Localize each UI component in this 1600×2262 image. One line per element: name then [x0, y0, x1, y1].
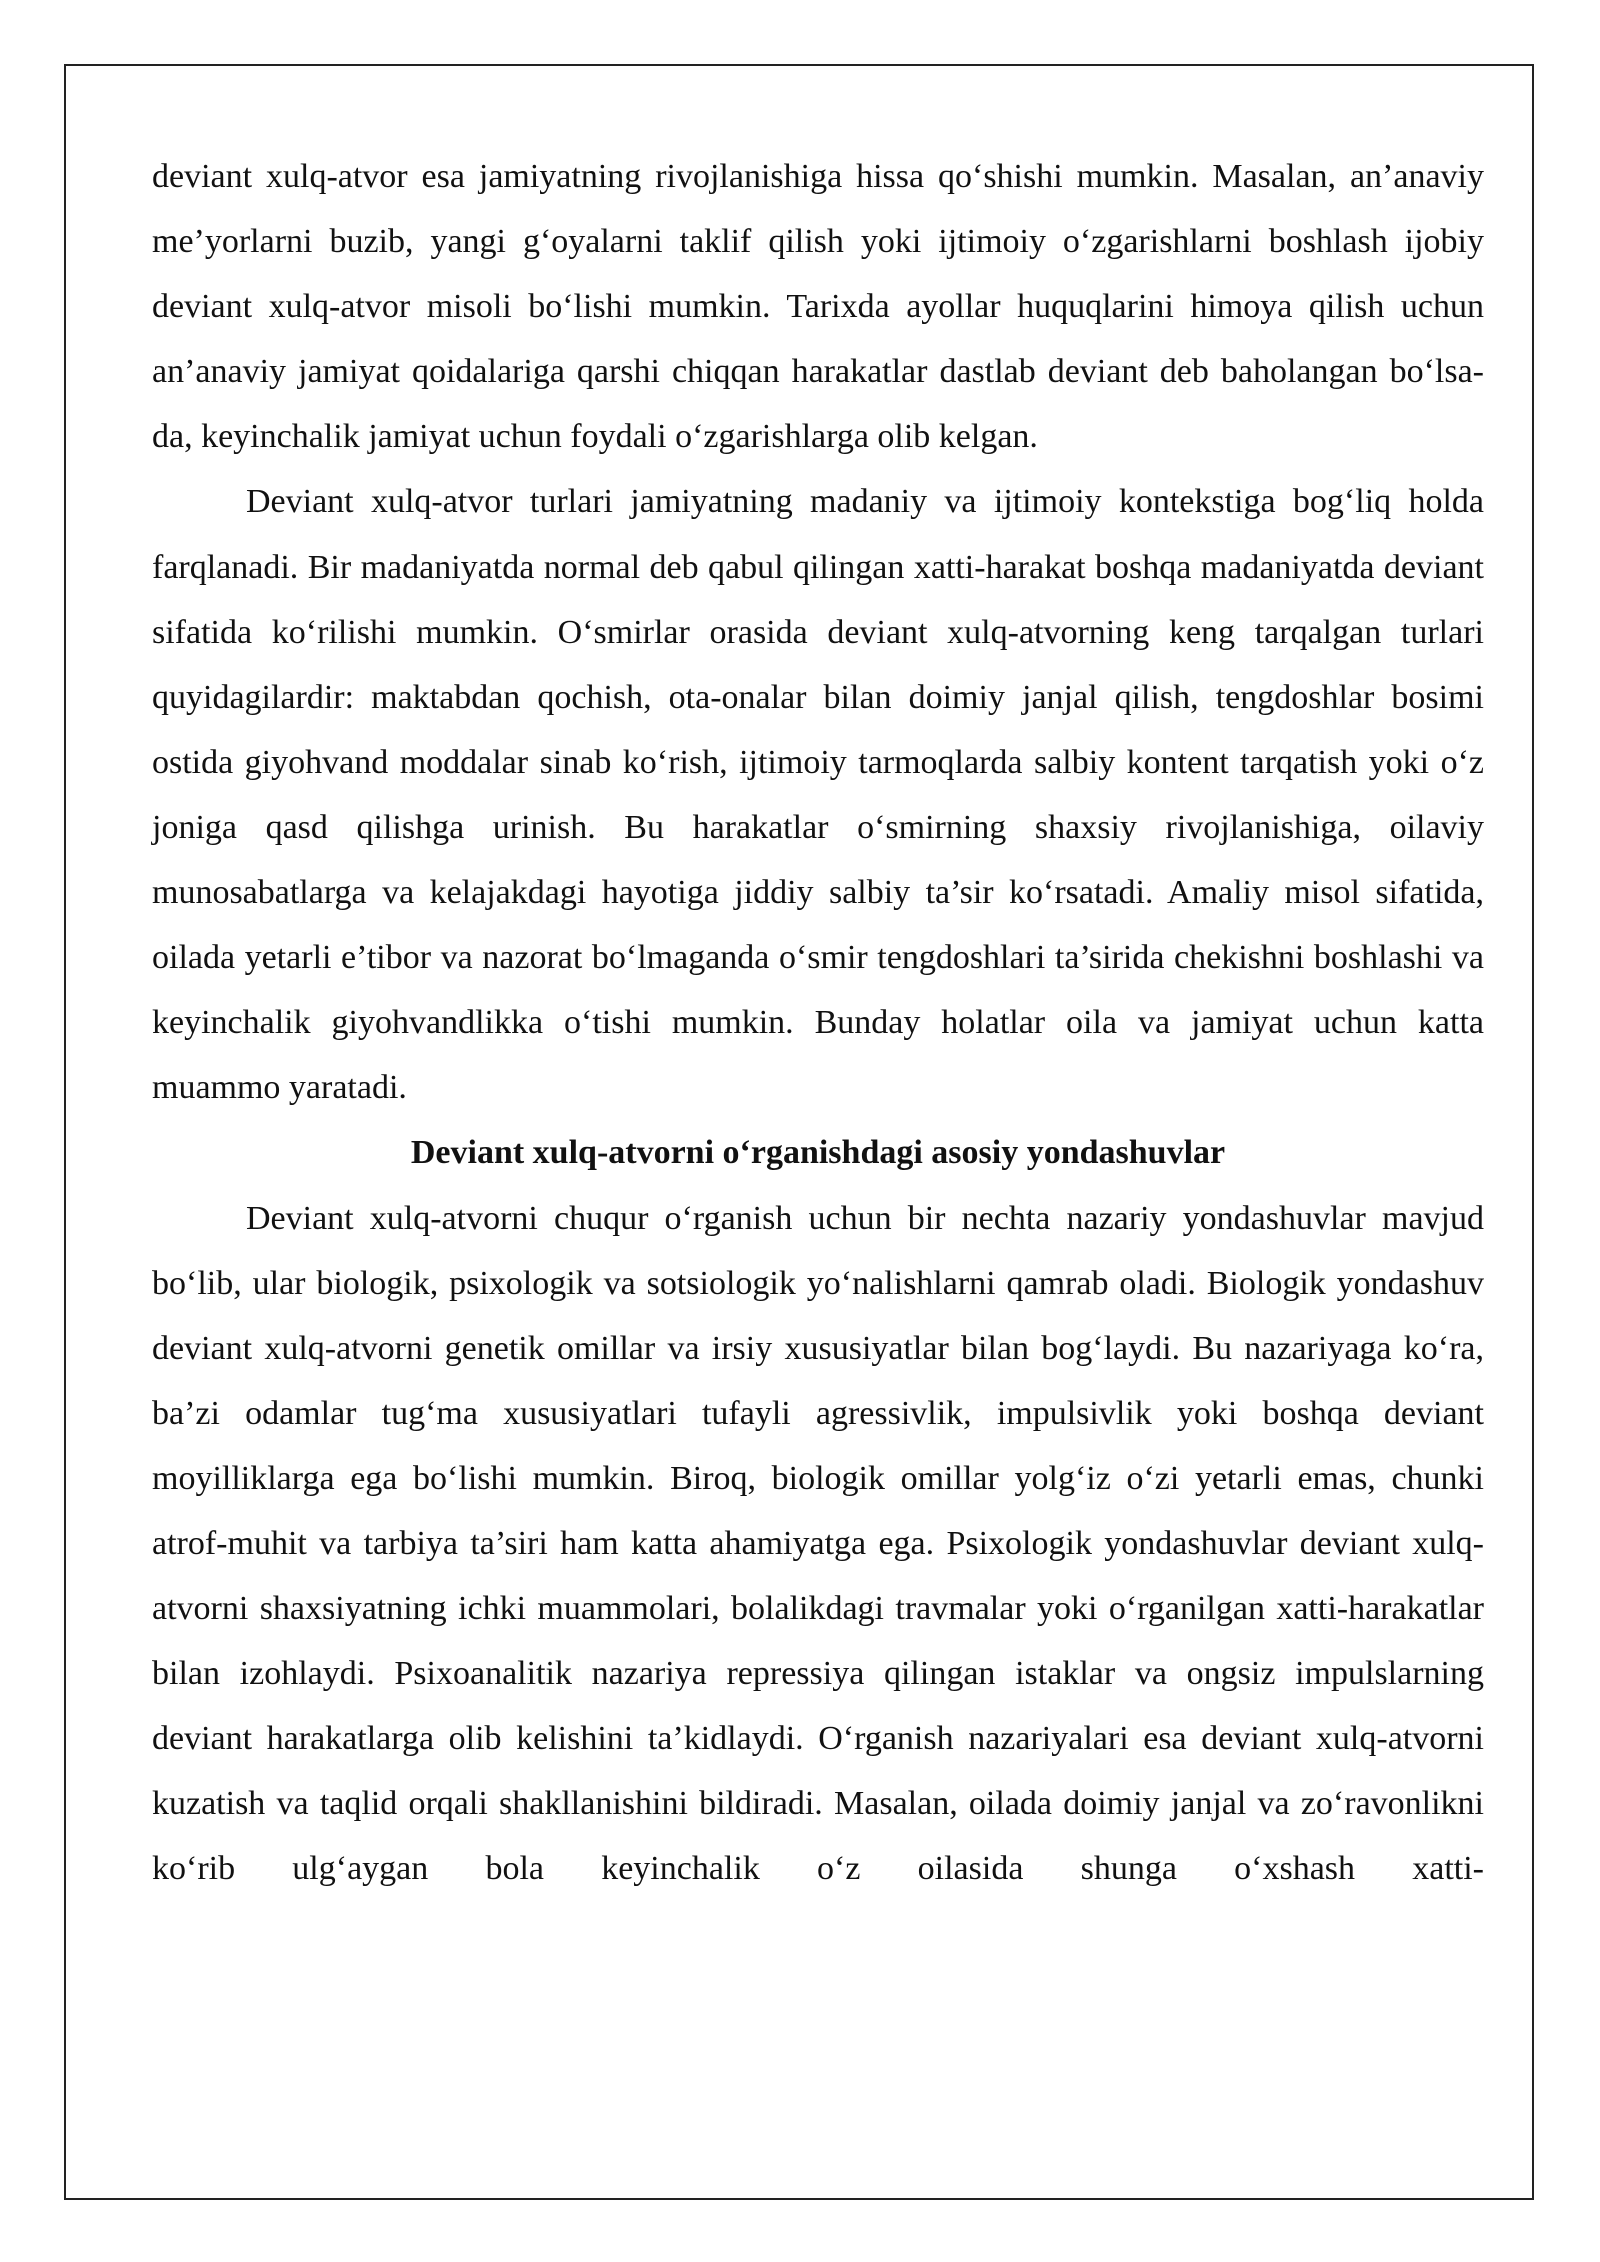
page-body	[152, 144, 1484, 1902]
paragraph-deviance-types: Deviant xulq-atvor turlari jamiyatning madaniy va ijtimoiy kontekstiga bog‘liq holda farqlanadi. Bir madaniyatda normal deb qabul qilingan xatti-harakat boshqa madaniyatda deviant sifatida ko‘rilishi mumkin. O‘smirlar orasida deviant xulq-atvorning keng tarqalgan turlari quyidagilardir: maktabdan qochish, ota-onalar bilan doimiy janjal qilish, tengdoshlar bosimi ostida giyohvand moddalar sinab ko‘rish, ijtimoiy tarmoqlarda salbiy kontent tarqatish yoki o‘z joniga qasd qilishga urinish. Bu harakatlar o‘smirning shaxsiy rivojlanishiga, oilaviy munosabatlarga va kelajakdagi hayotiga jiddiy salbiy ta’sir ko‘rsatadi. Amaliy misol sifatida, oilada yetarli e’tibor va nazorat bo‘lmaganda o‘smir tengdoshlari ta’sirida chekishni boshlashi va keyinchalik giyohvandlikka o‘tishi mumkin. Bunday holatlar oila va jamiyat uchun katta muammo yaratadi.	[152, 483, 1484, 1107]
section-heading: Deviant xulq-atvorni o‘rganishdagi asosiy yondashuvlar	[410, 1134, 1226, 1172]
paragraph-positive-deviance: deviant xulq-atvor esa jamiyatning rivojlanishiga hissa qo‘shishi mumkin. Masalan, an’anaviy me’yorlarni buzib, yangi g‘oyalarni taklif qilish yoki ijtimoiy o‘zgarishlarni boshlash ijobiy deviant xulq-atvor misoli bo‘lishi mumkin. Tarixda ayollar huquqlarini himoya qilish uchun an’anaviy jamiyat qoidalariga qarshi chiqqan harakatlar dastlab deviant deb baholangan bo‘lsa-da, keyinchalik jamiyat uchun foydali o‘zgarishlarga olib kelgan.	[152, 158, 1484, 456]
paragraph-approaches: Deviant xulq-atvorni chuqur o‘rganish uchun bir nechta nazariy yondashuvlar mavjud bo‘lib, ular biologik, psixologik va sotsiologik yo‘nalishlarni qamrab oladi. Biologik yondashuv deviant xulq-atvorni genetik omillar va irsiy xususiyatlar bilan bog‘laydi. Bu nazariyaga ko‘ra, ba’zi odamlar tug‘ma xususiyatlari tufayli agressivlik, impulsivlik yoki boshqa deviant moyilliklarga ega bo‘lishi mumkin. Biroq, biologik omillar yolg‘iz o‘zi yetarli emas, chunki atrof-muhit va tarbiya ta’siri ham katta ahamiyatga ega. Psixologik yondashuvlar deviant xulq-atvorni shaxsiyatning ichki muammolari, bolalikdagi travmalar yoki o‘rganilgan xatti-harakatlar bilan izohlaydi. Psixoanalitik nazariya repressiya qilingan istaklar va ongsiz impulslarning deviant harakatlarga olib kelishini ta’kidlaydi. O‘rganish nazariyalari esa deviant xulq-atvorni kuzatish va taqlid orqali shakllanishini bildiradi. Masalan, oilada doimiy janjal va zo‘ravonlikni ko‘rib ulg‘aygan bola keyinchalik o‘z oilasida shunga o‘xshash xatti-	[152, 1199, 1484, 1888]
